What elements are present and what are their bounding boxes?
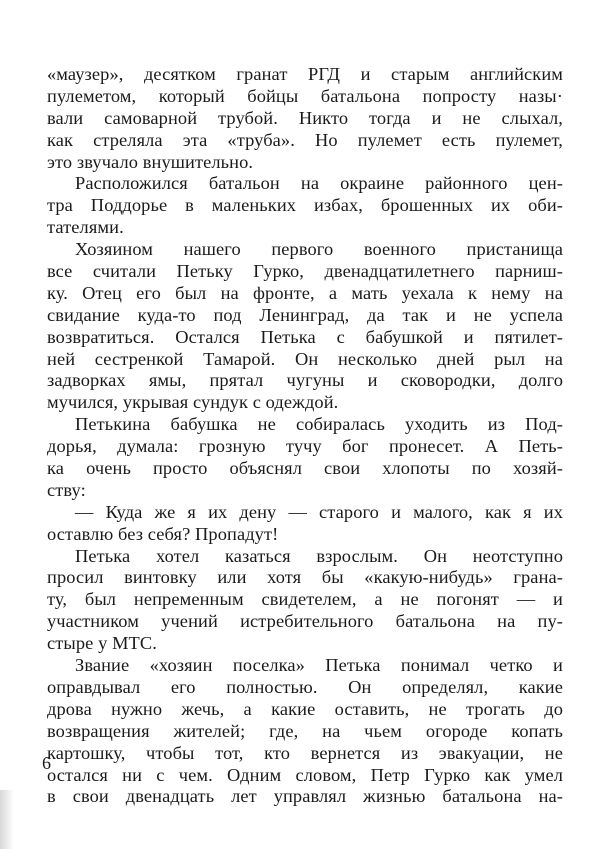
text-line: Расположился батальон на окраине районного цен- (75, 173, 563, 194)
text-line: тателями. (47, 217, 124, 238)
text-line: пулеметом, который бойцы батальона попросту назы· (47, 85, 563, 106)
text-line: вали самоварной трубой. Никто тогда и не слыхал, (47, 107, 563, 128)
text-line: — Куда же я их дену — старого и малого, как я их (75, 501, 563, 522)
text-line: просил винтовку или хотя бы «какую-нибудь» грана- (47, 567, 563, 588)
text-line: возвращения жителей; где, на чьем огороде копать (47, 720, 563, 741)
text-line: Петькина бабушка не собиралась уходить из Под- (75, 414, 563, 435)
text-line: дрова нужно жечь, а какие оставить, не трогать до (47, 698, 563, 719)
text-line: задворках ямы, прятал чугуны и сковородки, долго (47, 370, 563, 391)
text-line: дорья, думала: грозную тучу бог пронесет. А Петь- (47, 436, 563, 457)
text-line: картошку, чтобы тот, кто вернется из эвакуации, не (47, 742, 563, 763)
text-line: это звучало внушительно. (47, 151, 254, 172)
text-line: оправдывал его полностью. Он определял, какие (47, 676, 563, 697)
text-line: свидание куда-то под Ленинград, да так и не успела (47, 304, 563, 325)
page-number: 6 (42, 753, 51, 773)
text-line: Звание «хозяин поселка» Петька понимал четко и (75, 655, 563, 676)
text-line: остался ни с чем. Одним словом, Петр Гурко как умел (47, 764, 563, 785)
text-line: стыре у МТС. (47, 633, 157, 654)
text-line: ней сестренкой Тамарой. Он несколько дней рыл на (47, 348, 563, 369)
text-line: все считали Петьку Гурко, двенадцатилетнего парниш- (47, 261, 563, 282)
body-text (47, 64, 563, 808)
text-line: ку. Отец его был на фронте, а мать уехала к нему на (47, 282, 563, 303)
scan-edge-shadow (0, 790, 14, 849)
text-line: Хозяином нашего первого военного пристанища (75, 239, 563, 260)
text-line: участником учений истребительного батальона на пу- (47, 611, 563, 632)
text-line: оставлю без себя? Пропадут! (47, 523, 279, 544)
text-line: ству: (47, 479, 86, 500)
text-line: «маузер», десятком гранат РГД и старым английским (47, 64, 563, 84)
text-line: Петька хотел казаться взрослым. Он неотступно (75, 545, 563, 566)
text-line: ка очень просто объяснял свои хлопоты по хозяй- (47, 458, 563, 479)
text-line: в свои двенадцать лет управлял жизнью батальона на- (47, 786, 563, 807)
text-line: возвратиться. Остался Петька с бабушкой и пятилет- (47, 326, 563, 347)
text-line: ту, был непременным свидетелем, а не погонят — и (47, 589, 563, 610)
text-line: тра Поддорье в маленьких избах, брошенных их оби- (47, 195, 563, 216)
text-line: как стреляла эта «труба». Но пулемет есть пулемет, (47, 129, 563, 150)
text-line: мучился, укрывая сундук с одеждой. (47, 392, 339, 413)
